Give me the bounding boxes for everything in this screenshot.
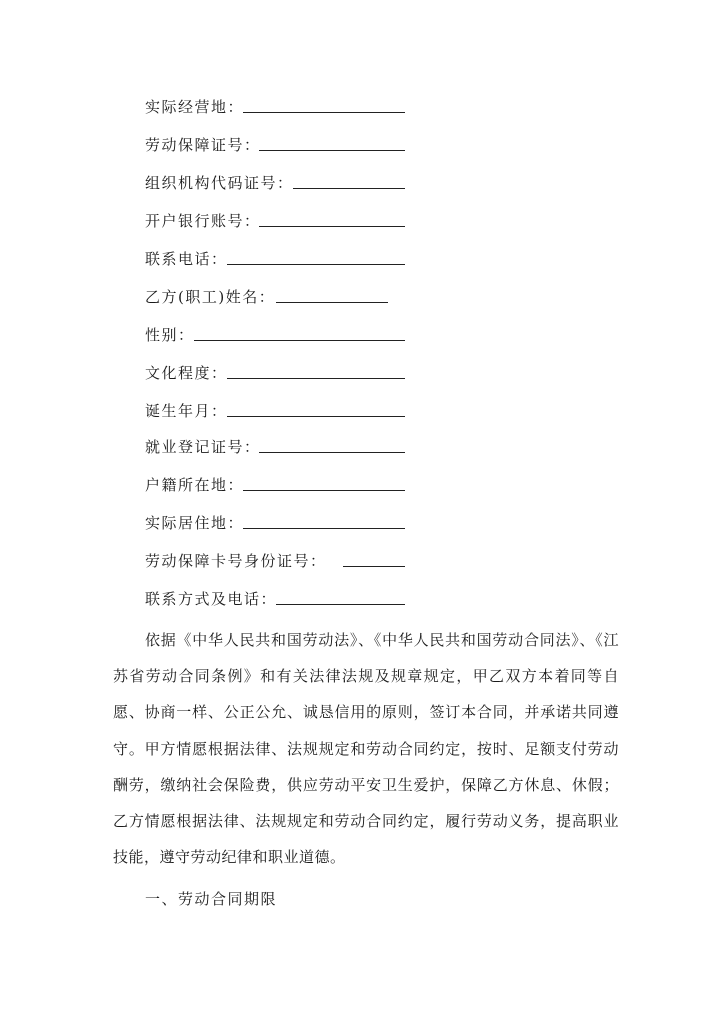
field-employment-registration [145, 436, 261, 458]
field-education [145, 362, 228, 384]
field-label: 实际经营地： [145, 98, 245, 116]
blank-line[interactable] [227, 378, 405, 379]
field-label: 组织机构代码证号： [145, 174, 294, 192]
blank-line[interactable] [343, 566, 405, 567]
blank-line[interactable] [276, 604, 405, 605]
field-id-card-number [145, 550, 327, 572]
field-actual-business-address [145, 96, 244, 118]
field-label: 就业登记证号： [145, 438, 261, 456]
field-bank-account [145, 210, 261, 232]
preamble-paragraph [113, 622, 619, 875]
field-birth-date [145, 400, 228, 422]
blank-line[interactable] [227, 264, 405, 265]
field-label: 性别： [145, 326, 195, 344]
field-label: 劳动保障证号： [145, 136, 261, 154]
field-label: 诞生年月： [145, 402, 228, 420]
field-label: 劳动保障卡号身份证号： [145, 552, 327, 570]
field-label: 文化程度： [145, 364, 228, 382]
section-heading: 一、劳动合同期限 [145, 890, 278, 908]
field-label: 乙方(职工)姓名： [145, 288, 276, 306]
blank-line[interactable] [259, 452, 405, 453]
field-actual-residence [145, 512, 244, 534]
blank-line[interactable] [243, 112, 405, 113]
field-employee-name [145, 286, 275, 308]
blank-line[interactable] [276, 302, 388, 303]
field-labor-security-number [145, 134, 261, 156]
blank-line[interactable] [259, 150, 405, 151]
field-label: 开户银行账号： [145, 212, 261, 230]
field-organization-code [145, 172, 294, 194]
field-household-registration [145, 474, 244, 496]
field-gender [145, 324, 195, 346]
field-label: 实际居住地： [145, 514, 245, 532]
field-label: 联系电话： [145, 250, 228, 268]
blank-line[interactable] [259, 226, 405, 227]
blank-line[interactable] [243, 490, 405, 491]
field-label: 联系方式及电话： [145, 590, 278, 608]
field-employer-phone [145, 248, 228, 270]
blank-line[interactable] [194, 340, 405, 341]
preamble-text: 依据《中华人民共和国劳动法》、《中华人民共和国劳动合同法》、《江苏省劳动合同条例》和有关法律法规及规章规定，甲乙双方本着同等自愿、协商一样、公正公允、诚恳信用的原则，签订本合同，并承诺共同遵守。甲方情愿根据法律、法规规定和劳动合同约定，按时、足额支付劳动酬劳，缴纳社会保险费，供应劳动平安卫生爱护，保障乙方休息、休假；乙方情愿根据法律、法规规定和劳动合同约定，履行劳动义务，提高职业技能，遵守劳动纪律和职业道德。 [113, 631, 619, 867]
blank-line[interactable] [227, 416, 405, 417]
blank-line[interactable] [243, 528, 405, 529]
field-label: 户籍所在地： [145, 476, 245, 494]
field-contact-phone [145, 588, 277, 610]
blank-line[interactable] [293, 188, 405, 189]
